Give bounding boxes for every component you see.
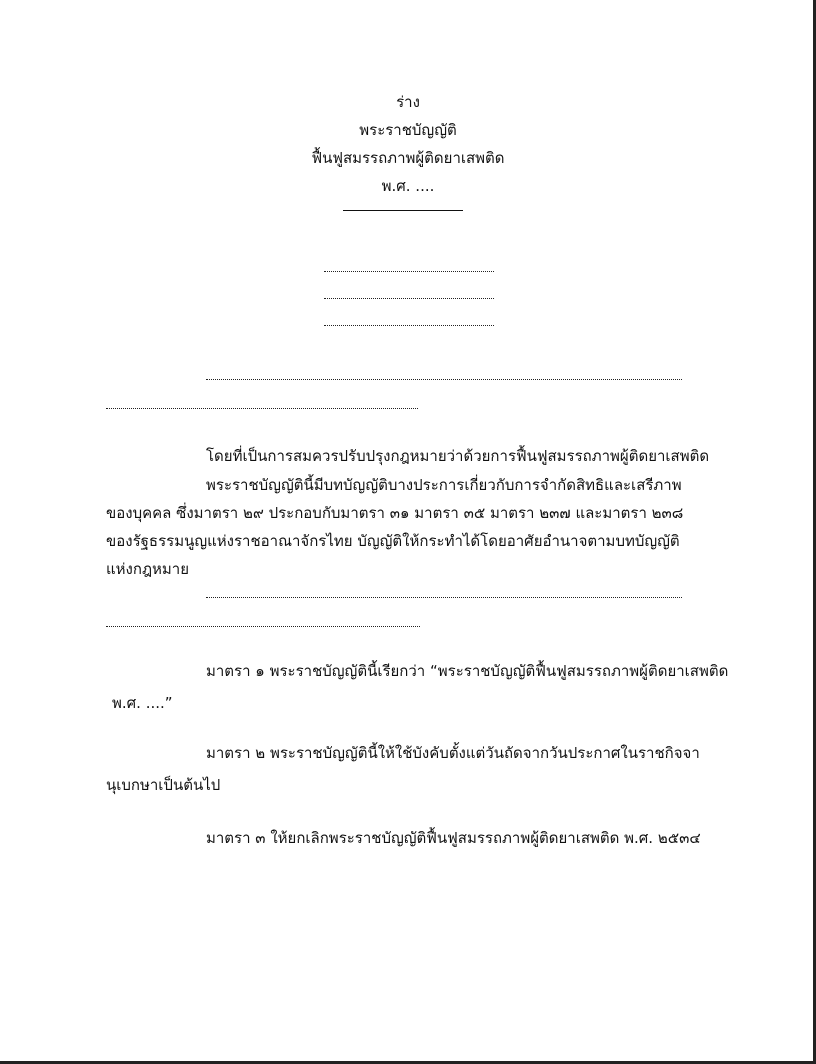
dotted-line-7 — [106, 626, 420, 627]
preamble-line-1: โดยที่เป็นการสมควรปรับปรุงกฎหมายว่าด้วยการฟื้นฟูสมรรถภาพผู้ติดยาเสพติด — [206, 447, 710, 465]
dotted-line-5 — [106, 408, 418, 409]
section-2-line-1: มาตรา ๒ พระราชบัญญัตินี้ให้ใช้บังคับตั้งแต่วันถัดจากวันประกาศในราชกิจจา — [206, 744, 700, 762]
preamble-line-2: พระราชบัญญัตินี้มีบทบัญญัติบางประการเกี่ยวกับการจำกัดสิทธิและเสรีภาพ — [206, 476, 682, 494]
preamble-line-3: ของบุคคล ซึ่งมาตรา ๒๙ ประกอบกับมาตรา ๓๑ มาตรา ๓๕ มาตรา ๒๓๗ และมาตรา ๒๓๘ — [106, 504, 684, 522]
act-title: ฟื้นฟูสมรรถภาพผู้ติดยาเสพติด — [311, 149, 505, 167]
act-label: พระราชบัญญัติ — [359, 121, 457, 139]
preamble-line-4: ของรัฐธรรมนูญแห่งราชอาณาจักรไทย บัญญัติให้กระทำได้โดยอาศัยอำนาจตามบทบัญญัติ — [106, 532, 680, 550]
dotted-line-1 — [324, 271, 494, 272]
dotted-line-6 — [206, 597, 682, 598]
section-3-line-1: มาตรา ๓ ให้ยกเลิกพระราชบัญญัติฟื้นฟูสมรรถภาพผู้ติดยาเสพติด พ.ศ. ๒๕๓๔ — [206, 829, 701, 847]
dotted-line-3 — [324, 325, 494, 326]
section-1-line-2: พ.ศ. ....” — [112, 694, 173, 712]
section-2-line-2: นุเบกษาเป็นต้นไป — [106, 776, 221, 794]
dotted-line-4 — [206, 379, 682, 380]
title-underline — [343, 210, 463, 211]
dotted-line-2 — [324, 298, 494, 299]
act-year: พ.ศ. .... — [381, 177, 435, 195]
section-1-line-1: มาตรา ๑ พระราชบัญญัตินี้เรียกว่า “พระราชบัญญัติฟื้นฟูสมรรถภาพผู้ติดยาเสพติด — [206, 662, 729, 680]
preamble-line-5: แห่งกฎหมาย — [106, 560, 190, 578]
draft-label: ร่าง — [396, 93, 420, 111]
